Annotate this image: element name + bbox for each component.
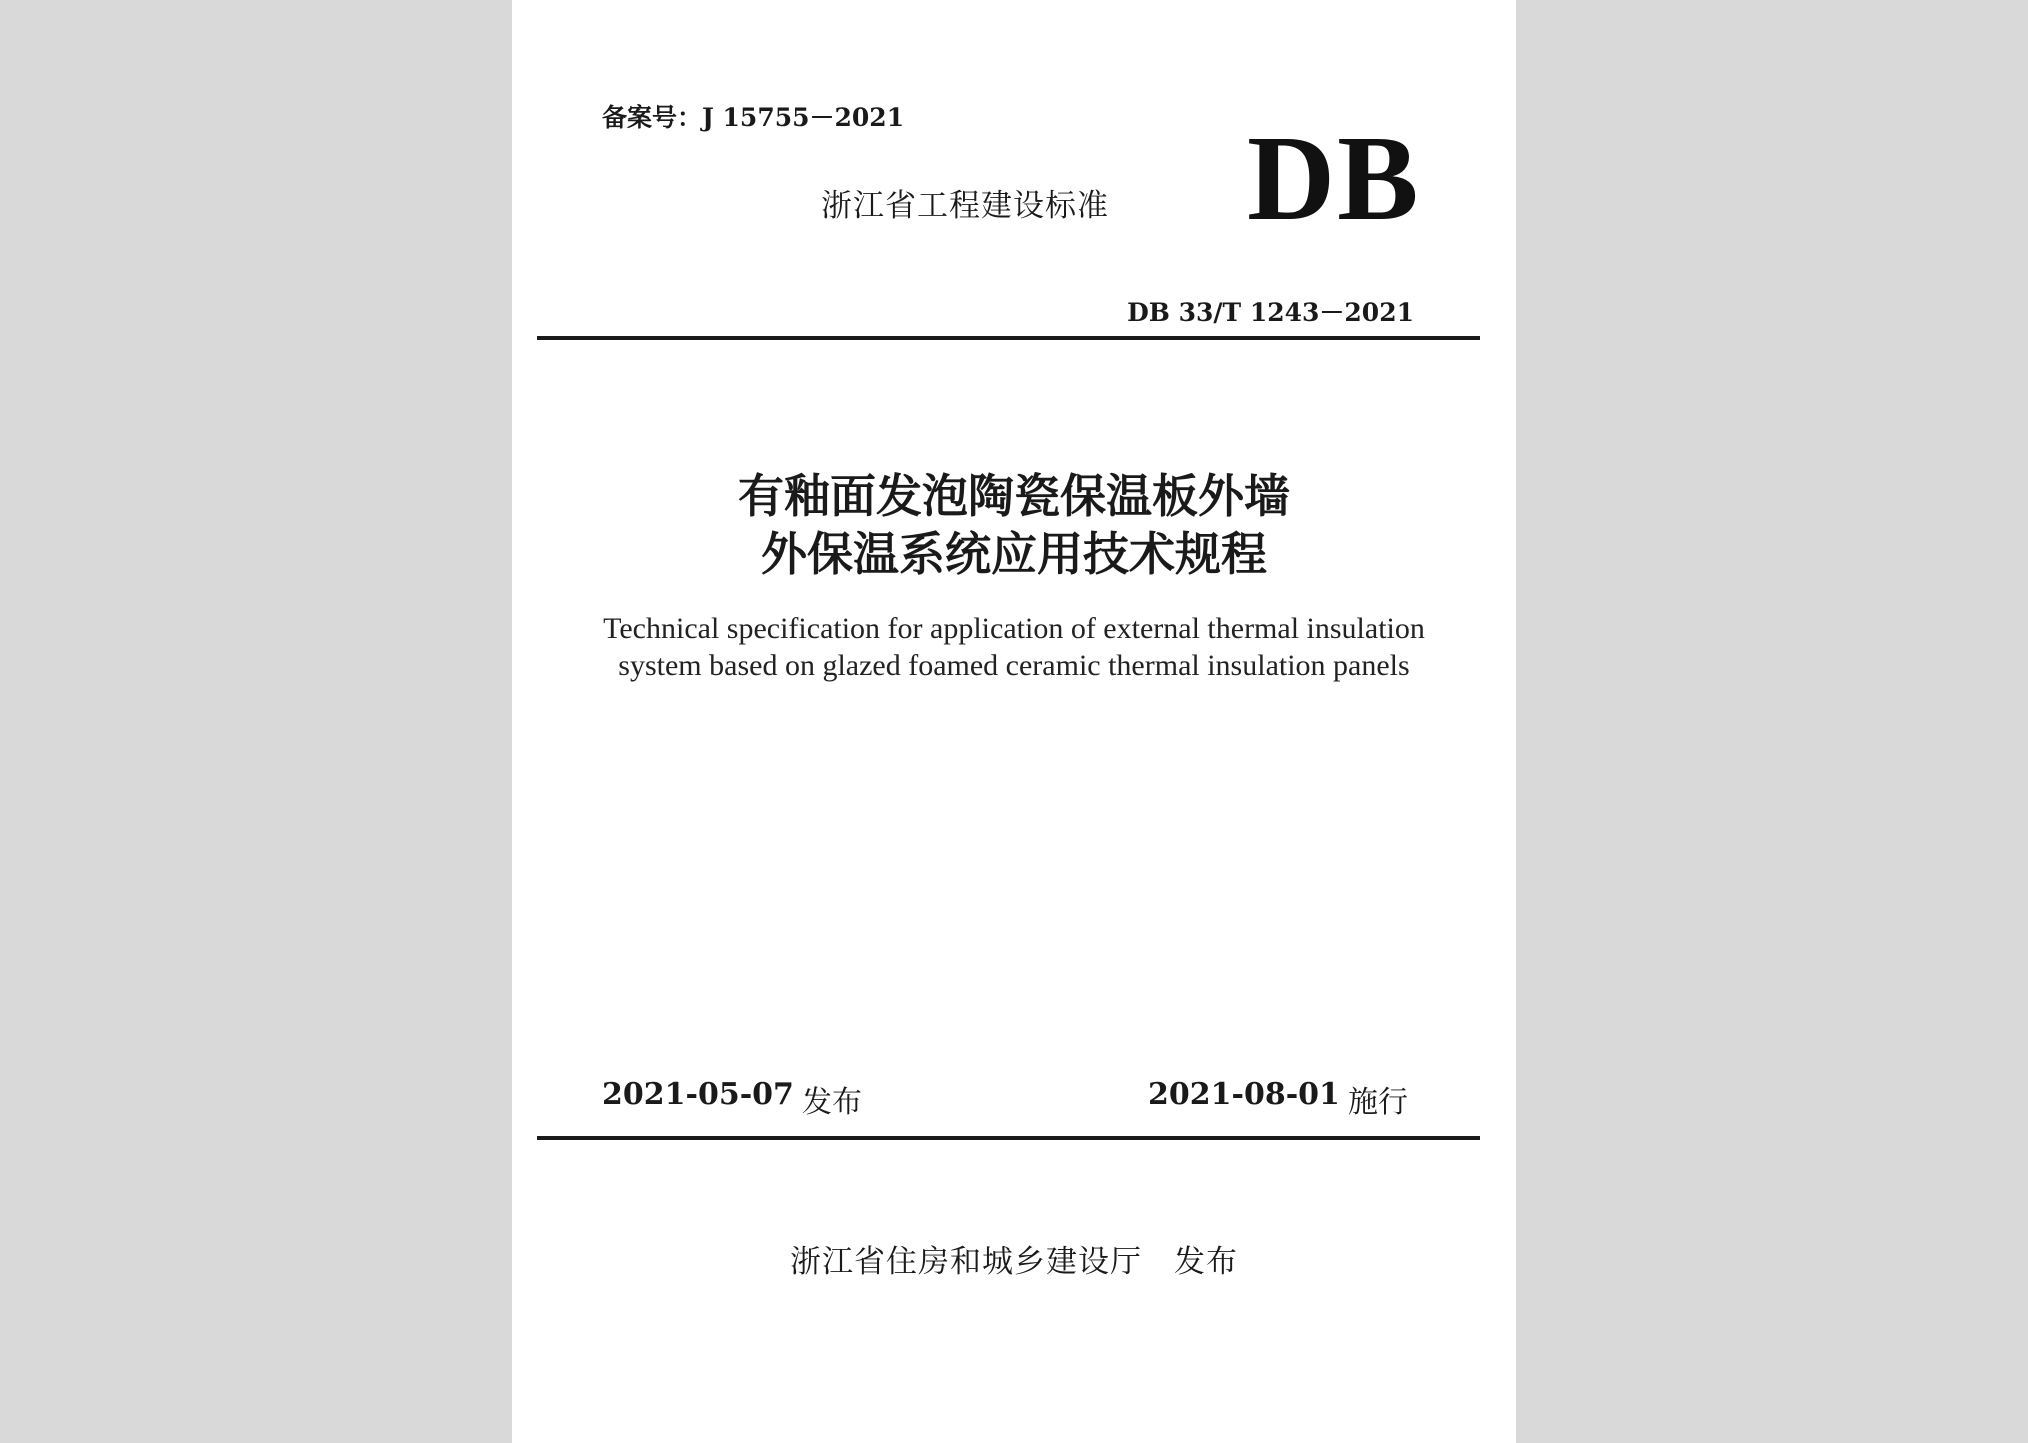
effective-date: 2021-08-01 xyxy=(1148,1077,1340,1112)
record-number: 备案号：J 15755－2021 xyxy=(602,103,905,132)
title-en-line1: Technical specification for application of external thermal insulation xyxy=(603,612,1425,645)
standard-code: DB 33/T 1243－2021 xyxy=(1127,298,1414,327)
db-logo: DB xyxy=(1247,111,1421,246)
publish-label: 发布 xyxy=(802,1085,862,1120)
title-cn-line1: 有釉面发泡陶瓷保温板外墙 xyxy=(738,469,1290,523)
title-en-line2: system based on glazed foamed ceramic thermal insulation panels xyxy=(618,649,1410,682)
document-page xyxy=(512,0,1516,1443)
top-divider xyxy=(537,336,1480,340)
bottom-divider xyxy=(537,1136,1480,1140)
issuer: 浙江省住房和城乡建设厅 发布 xyxy=(790,1244,1238,1280)
effective-label: 施行 xyxy=(1348,1085,1408,1120)
publish-date: 2021-05-07 xyxy=(602,1077,794,1112)
title-cn-line2: 外保温系统应用技术规程 xyxy=(761,527,1267,581)
standard-category: 浙江省工程建设标准 xyxy=(821,188,1109,224)
